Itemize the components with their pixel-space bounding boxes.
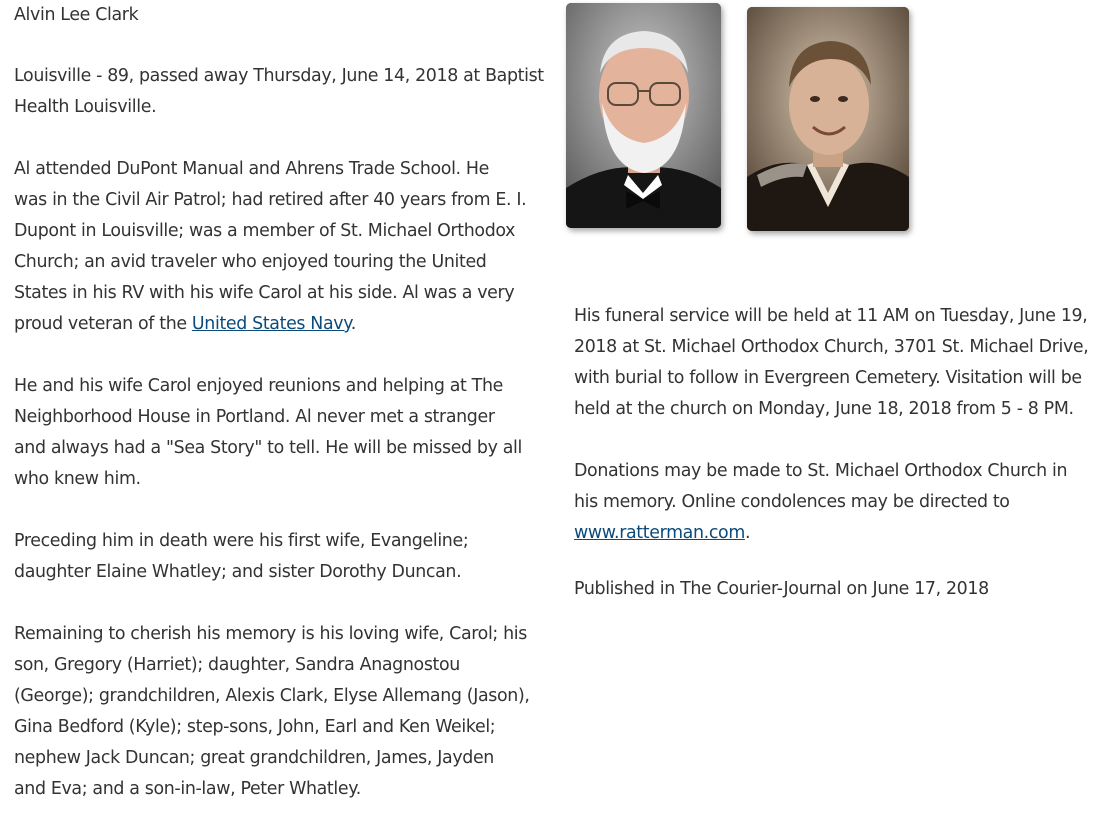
paragraph-reunions bbox=[14, 371, 522, 495]
text-line: Church; an avid traveler who enjoyed touring the United bbox=[14, 252, 487, 272]
website-suffix: . bbox=[744, 523, 751, 543]
text-line: and Eva; and a son-in-law, Peter Whatley. bbox=[14, 779, 361, 799]
obituary-name: Alvin Lee Clark bbox=[14, 5, 139, 25]
paragraph-funeral bbox=[574, 301, 1088, 425]
text-line: Neighborhood House in Portland. Al never met a stranger bbox=[14, 407, 495, 427]
text-line: His funeral service will be held at 11 AM on Tuesday, June 19, bbox=[574, 306, 1088, 326]
text-line bbox=[14, 309, 526, 340]
navy-suffix: . bbox=[350, 314, 356, 334]
text-line: nephew Jack Duncan; great grandchildren, James, Jayden bbox=[14, 748, 494, 768]
text-line: States in his RV with his wife Carol at his side. Al was a very bbox=[14, 283, 515, 303]
paragraph-survivors bbox=[14, 619, 530, 805]
ratterman-website-link[interactable]: www.ratterman.com bbox=[574, 523, 745, 543]
portrait-photo-young-sailor bbox=[747, 7, 909, 231]
text-line: Donations may be made to St. Michael Orthodox Church in bbox=[574, 461, 1068, 481]
text-line: who knew him. bbox=[14, 469, 141, 489]
portrait-photo-elderly bbox=[566, 3, 721, 228]
paragraph-preceded bbox=[14, 526, 468, 588]
united-states-navy-link[interactable]: United States Navy bbox=[191, 314, 351, 334]
text-line: held at the church on Monday, June 18, 2018 from 5 - 8 PM. bbox=[574, 399, 1074, 419]
text-line: (George); grandchildren, Alexis Clark, Elyse Allemang (Jason), bbox=[14, 686, 530, 706]
text-line: was in the Civil Air Patrol; had retired after 40 years from E. I. bbox=[14, 190, 527, 210]
paragraph-intro bbox=[14, 61, 544, 123]
text-line: Louisville - 89, passed away Thursday, June 14, 2018 at Baptist bbox=[14, 66, 544, 86]
text-line bbox=[574, 518, 1067, 549]
text-line: Al attended DuPont Manual and Ahrens Trade School. He bbox=[14, 159, 489, 179]
text-line: He and his wife Carol enjoyed reunions and helping at The bbox=[14, 376, 503, 396]
text-line: Preceding him in death were his first wife, Evangeline; bbox=[14, 531, 469, 551]
text-line: son, Gregory (Harriet); daughter, Sandra Anagnostou bbox=[14, 655, 460, 675]
text-line: 2018 at St. Michael Orthodox Church, 3701 St. Michael Drive, bbox=[574, 337, 1089, 357]
text-line: Dupont in Louisville; was a member of St. Michael Orthodox bbox=[14, 221, 516, 241]
text-line: Remaining to cherish his memory is his loving wife, Carol; his bbox=[14, 624, 527, 644]
paragraph-donations bbox=[574, 456, 1067, 549]
navy-prefix: proud veteran of the bbox=[14, 314, 192, 334]
text-line: daughter Elaine Whatley; and sister Dorothy Duncan. bbox=[14, 562, 462, 582]
text-line: Gina Bedford (Kyle); step-sons, John, Earl and Ken Weikel; bbox=[14, 717, 496, 737]
text-line: with burial to follow in Evergreen Cemetery. Visitation will be bbox=[574, 368, 1082, 388]
published-notice: Published in The Courier-Journal on June 17, 2018 bbox=[574, 579, 989, 599]
paragraph-biography bbox=[14, 154, 526, 340]
text-line: Health Louisville. bbox=[14, 97, 157, 117]
text-line: and always had a "Sea Story" to tell. He will be missed by all bbox=[14, 438, 522, 458]
text-line: his memory. Online condolences may be directed to bbox=[574, 492, 1010, 512]
